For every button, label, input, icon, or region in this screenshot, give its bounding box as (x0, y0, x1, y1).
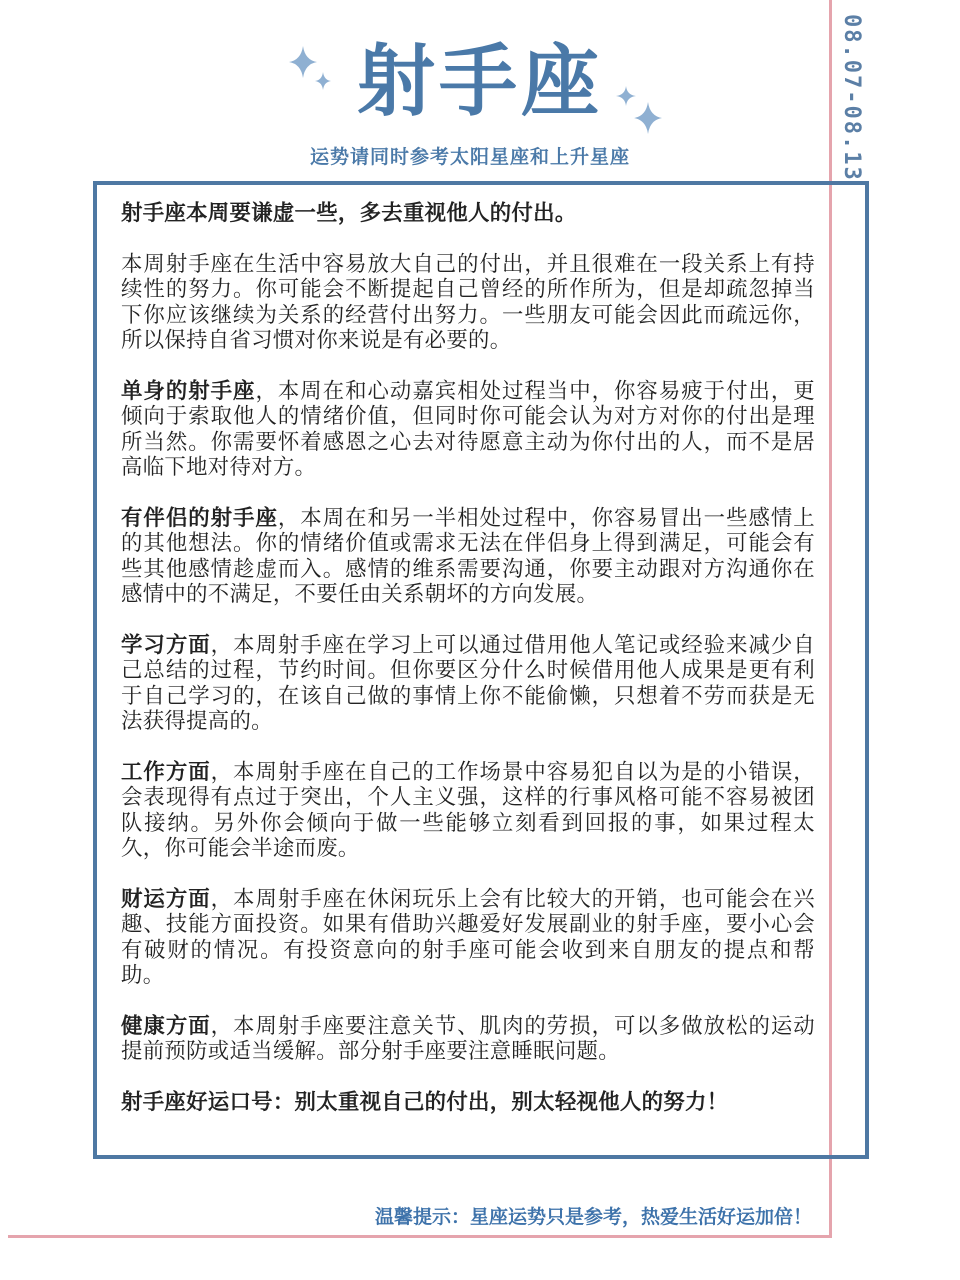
headline: 射手座本周要谦虚一些，多去重视他人的付出。 (121, 201, 577, 226)
health-text: ，本周射手座要注意关节、肌肉的劳损，可以多做放松的运动提前预防或适当缓解。部分射手座要注意睡眠问题。 (121, 1013, 815, 1065)
study-text: ，本周射手座在学习上可以通过借用他人笔记或经验来减少自己总结的过程，节约时间。但你要区分什么时候借用他人成果是更有利于自己学习的，在该自己做的事情上你不能偷懒，只想着不劳而获是无法获得提高的。 (121, 632, 815, 735)
study-paragraph (121, 633, 815, 735)
work-paragraph (121, 760, 815, 862)
single-label: 单身的射手座 (121, 378, 256, 404)
work-text: ，本周射手座在自己的工作场景中容易犯自以为是的小错误，会表现得有点过于突出，个人主义强，这样的行事风格可能不容易被团队接纳。另外你会倾向于做一些能够立刻看到回报的事，如果过程太久，你可能会半途而废。 (121, 759, 815, 862)
health-paragraph (121, 1014, 815, 1065)
wealth-text: ，本周射手座在休闲玩乐上会有比较大的开销，也可能会在兴趣、技能方面投资。如果有借助兴趣爱好发展副业的射手座，要小心会有破财的情况。有投资意向的射手座可能会收到来自朋友的提点和帮助。 (121, 886, 815, 989)
footer-tip: 温馨提示：星座运势只是参考，热爱生活好运加倍！ (374, 1206, 812, 1228)
partnered-label: 有伴侣的射手座 (121, 505, 278, 531)
partnered-paragraph (121, 506, 815, 608)
slogan: 射手座好运口号：别太重视自己的付出，别太轻视他人的努力！ (121, 1090, 729, 1116)
wealth-label: 财运方面 (121, 886, 211, 912)
wealth-paragraph (121, 887, 815, 989)
page-title: 射手座 (356, 37, 603, 127)
content-card (93, 181, 869, 1159)
health-label: 健康方面 (121, 1013, 211, 1039)
single-text: ，本周在和心动嘉宾相处过程当中，你容易疲于付出，更倾向于索取他人的情绪价值，但同时你可能会认为对方对你的付出是理所当然。你需要怀着感恩之心去对待愿意主动为你付出的人，而不是居高临下地对待对方。 (121, 378, 815, 481)
date-range: 08.07-08.13 (839, 14, 864, 182)
intro-paragraph: 本周射手座在生活中容易放大自己的付出，并且很难在一段关系上有持续性的努力。你可能会不断提起自己曾经的所作所为，但是却疏忽掉当下你应该继续为关系的经营付出努力。一些朋友可能会因此而疏远你，所以保持自省习惯对你来说是有必要的。 (121, 251, 815, 354)
single-paragraph (121, 379, 815, 481)
work-label: 工作方面 (121, 759, 211, 785)
pink-horizontal-line (8, 1235, 832, 1238)
partnered-text: ，本周在和另一半相处过程中，你容易冒出一些感情上的其他想法。你的情绪价值或需求无法在伴侣身上得到满足，可能会有些其他感情趁虚而入。感情的维系需要沟通，你要主动跟对方沟通你在感情中的不满足，不要任由关系朝坏的方向发展。 (121, 505, 815, 608)
subtitle: 运势请同时参考太阳星座和上升星座 (309, 146, 630, 168)
study-label: 学习方面 (121, 632, 211, 658)
